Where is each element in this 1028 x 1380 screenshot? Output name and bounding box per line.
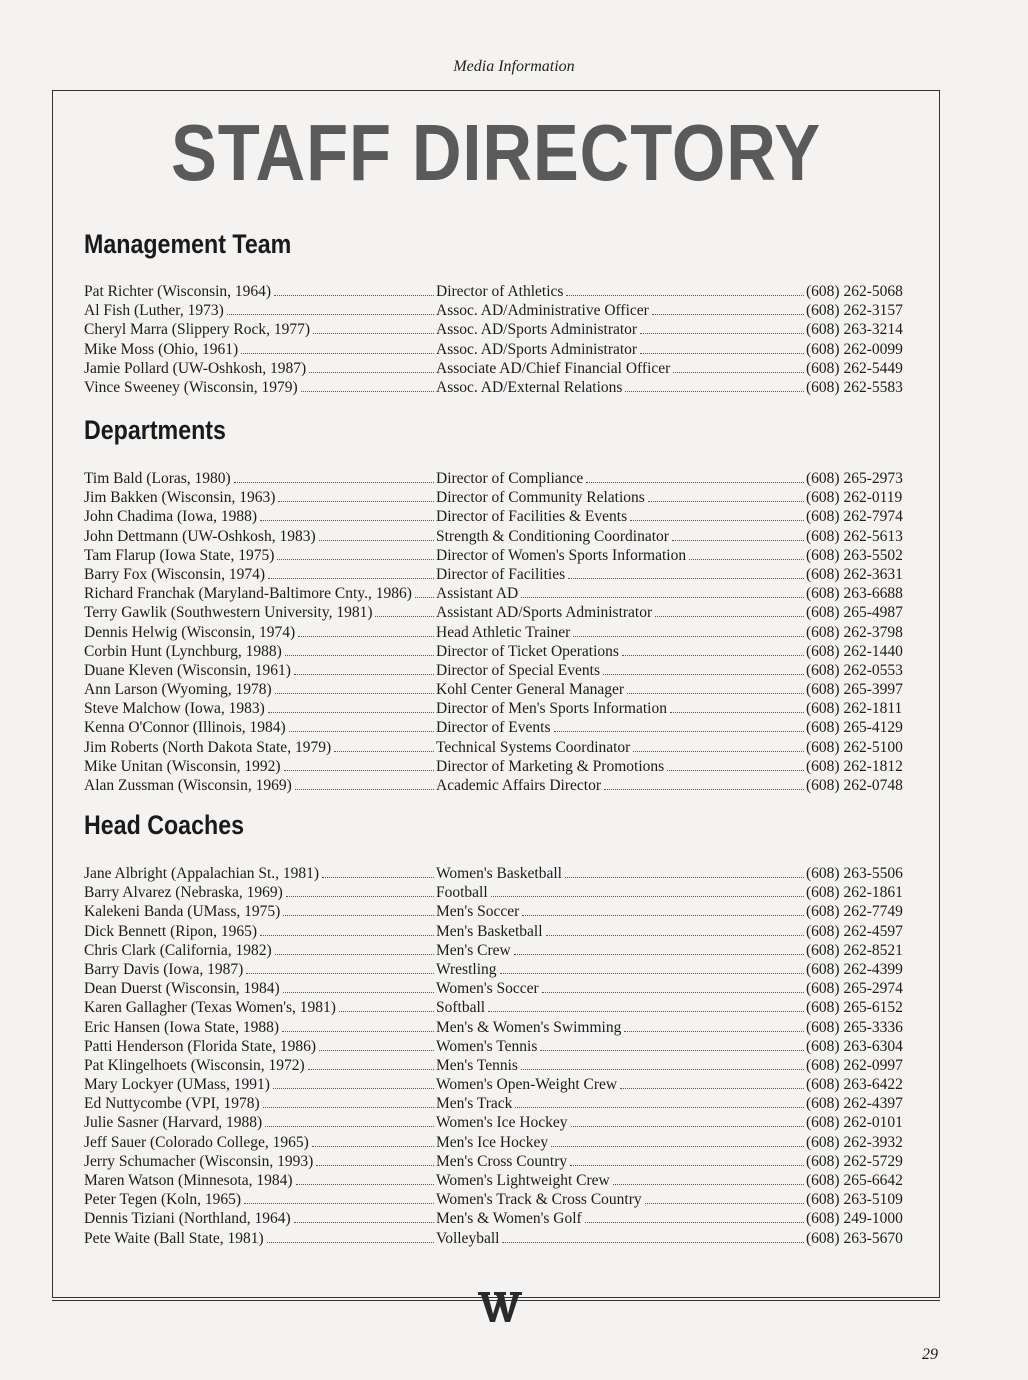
leader-dots — [275, 693, 434, 694]
section-management-team — [84, 227, 910, 397]
staff-title: Assoc. AD/External Relations — [436, 378, 623, 396]
staff-title: Softball — [436, 999, 486, 1017]
staff-phone: (608) 262-5613 — [806, 527, 903, 545]
staff-phone: (608) 262-3798 — [806, 623, 903, 641]
staff-phone: (608) 262-0997 — [806, 1056, 903, 1074]
leader-dots — [316, 1165, 434, 1166]
leader-dots — [244, 1203, 434, 1204]
leader-dots — [283, 992, 434, 993]
staff-phone: (608) 262-0553 — [806, 661, 903, 679]
leader-dots — [620, 1088, 804, 1089]
staff-title: Football — [436, 884, 488, 902]
staff-phone: (608) 262-1440 — [806, 642, 903, 660]
leader-dots — [284, 770, 434, 771]
leader-dots — [274, 295, 434, 296]
staff-title: Women's Tennis — [436, 1037, 538, 1055]
leader-dots — [640, 333, 804, 334]
leader-dots — [627, 693, 804, 694]
staff-name: Patti Henderson (Florida State, 1986) — [84, 1037, 317, 1055]
staff-phone: (608) 262-5100 — [806, 738, 903, 756]
leader-dots — [491, 896, 804, 897]
leader-dots — [630, 520, 804, 521]
staff-phone: (608) 262-1811 — [806, 700, 903, 718]
staff-phone: (608) 263-6688 — [806, 585, 903, 603]
leader-dots — [655, 616, 804, 617]
directory-row — [84, 1152, 910, 1171]
staff-name: Barry Davis (Iowa, 1987) — [84, 960, 244, 978]
directory-row — [84, 546, 910, 565]
staff-name: Corbin Hunt (Lynchburg, 1988) — [84, 642, 282, 660]
running-head: Media Information — [453, 58, 575, 75]
staff-phone: (608) 262-3157 — [806, 302, 903, 320]
leader-dots — [585, 1222, 804, 1223]
leader-dots — [667, 770, 804, 771]
leader-dots — [313, 333, 434, 334]
staff-title: Women's Soccer — [436, 980, 539, 998]
leader-dots — [319, 1050, 434, 1051]
directory-row — [84, 340, 910, 359]
staff-name: Mike Unitan (Wisconsin, 1992) — [84, 757, 281, 775]
staff-title: Men's Crew — [436, 941, 511, 959]
staff-phone: (608) 263-5109 — [806, 1191, 903, 1209]
staff-title: Associate AD/Chief Financial Officer — [436, 359, 671, 377]
leader-dots — [521, 597, 804, 598]
leader-dots — [502, 1242, 804, 1243]
leader-dots — [613, 1184, 804, 1185]
staff-title: Kohl Center General Manager — [436, 681, 625, 699]
directory-row — [84, 1133, 910, 1152]
staff-phone: (608) 263-5670 — [806, 1229, 903, 1247]
staff-name: Jerry Schumacher (Wisconsin, 1993) — [84, 1152, 314, 1170]
staff-name: Cheryl Marra (Slippery Rock, 1977) — [84, 321, 310, 339]
leader-dots — [309, 372, 434, 373]
staff-name: Peter Tegen (Koln, 1965) — [84, 1191, 242, 1209]
staff-title: Men's Soccer — [436, 903, 520, 921]
staff-title: Director of Facilities — [436, 565, 566, 583]
staff-title: Director of Ticket Operations — [436, 642, 619, 660]
staff-name: Tim Bald (Loras, 1980) — [84, 470, 231, 487]
leader-dots — [622, 655, 804, 656]
leader-dots — [296, 1184, 434, 1185]
leader-dots — [652, 314, 804, 315]
leader-dots — [375, 616, 434, 617]
staff-title: Director of Athletics — [436, 283, 564, 300]
leader-dots — [640, 353, 804, 354]
staff-title: Volleyball — [436, 1229, 500, 1247]
staff-phone: (608) 263-6422 — [806, 1076, 903, 1094]
leader-dots — [570, 1165, 804, 1166]
staff-phone: (608) 262-3631 — [806, 565, 903, 583]
directory-row — [84, 565, 910, 584]
staff-phone: (608) 262-0101 — [806, 1114, 903, 1132]
staff-title: Women's Track & Cross Country — [436, 1191, 642, 1209]
staff-name: Dean Duerst (Wisconsin, 1984) — [84, 980, 280, 998]
directory-row — [84, 922, 910, 941]
leader-dots — [282, 1031, 434, 1032]
section-heading: Departments — [84, 415, 226, 445]
leader-dots — [604, 789, 804, 790]
directory-row — [84, 699, 910, 718]
staff-name: Jim Roberts (North Dakota State, 1979) — [84, 738, 332, 756]
leader-dots — [277, 559, 434, 560]
leader-dots — [294, 674, 434, 675]
staff-name: Dick Bennett (Ripon, 1965) — [84, 922, 258, 940]
directory-list — [84, 469, 910, 795]
directory-row — [84, 642, 910, 661]
staff-name: Terry Gawlik (Southwestern University, 1981) — [84, 604, 373, 622]
leader-dots — [540, 1050, 804, 1051]
staff-phone: (608) 265-6152 — [806, 999, 903, 1017]
staff-name: Al Fish (Luther, 1973) — [84, 302, 224, 320]
staff-title: Men's Ice Hockey — [436, 1133, 549, 1151]
leader-dots — [673, 372, 804, 373]
staff-phone: (608) 265-3336 — [806, 1018, 903, 1036]
staff-title: Men's Track — [436, 1095, 513, 1113]
leader-dots — [568, 578, 804, 579]
staff-name: Richard Franchak (Maryland-Baltimore Cnty., 1986) — [84, 585, 412, 603]
leader-dots — [289, 731, 434, 732]
staff-name: Kenna O'Connor (Illinois, 1984) — [84, 719, 286, 737]
directory-list — [84, 864, 910, 1248]
leader-dots — [241, 353, 434, 354]
staff-phone: (608) 265-6642 — [806, 1172, 903, 1189]
staff-name: Pat Klingelhoets (Wisconsin, 1972) — [84, 1056, 305, 1074]
staff-phone: (608) 262-4397 — [806, 1095, 903, 1113]
leader-dots — [554, 731, 805, 732]
staff-title: Director of Events — [436, 719, 551, 737]
staff-name: Dennis Tiziani (Northland, 1964) — [84, 1210, 291, 1228]
w-logo-icon — [476, 1286, 524, 1326]
directory-row — [84, 979, 910, 998]
page-number: 29 — [922, 1346, 938, 1363]
leader-dots — [312, 1146, 434, 1147]
directory-row — [84, 1209, 910, 1228]
staff-title: Men's & Women's Golf — [436, 1210, 582, 1228]
staff-name: Barry Fox (Wisconsin, 1974) — [84, 565, 266, 583]
leader-dots — [283, 915, 434, 916]
leader-dots — [645, 1203, 804, 1204]
staff-phone: (608) 249-1000 — [806, 1210, 903, 1228]
section-heading: Head Coaches — [84, 810, 245, 840]
directory-row — [84, 998, 910, 1017]
leader-dots — [260, 520, 434, 521]
directory-row — [84, 661, 910, 680]
staff-name: Barry Alvarez (Nebraska, 1969) — [84, 884, 283, 902]
leader-dots — [267, 1242, 434, 1243]
staff-title: Women's Ice Hockey — [436, 1114, 568, 1132]
leader-dots — [275, 954, 434, 955]
leader-dots — [689, 559, 804, 560]
leader-dots — [295, 789, 434, 790]
staff-name: Kalekeni Banda (UMass, 1975) — [84, 903, 281, 921]
directory-row — [84, 757, 910, 776]
staff-name: Ann Larson (Wyoming, 1978) — [84, 681, 272, 699]
directory-row — [84, 1037, 910, 1056]
leader-dots — [672, 540, 804, 541]
directory-row — [84, 378, 910, 397]
leader-dots — [298, 636, 434, 637]
directory-row — [84, 1094, 910, 1113]
staff-title: Director of Facilities & Events — [436, 508, 628, 526]
leader-dots — [301, 391, 434, 392]
staff-title: Director of Women's Sports Information — [436, 546, 687, 564]
staff-name: Chris Clark (California, 1982) — [84, 941, 272, 959]
leader-dots — [546, 935, 804, 936]
staff-phone: (608) 262-5068 — [806, 283, 903, 300]
staff-title: Men's Basketball — [436, 922, 543, 940]
leader-dots — [488, 1011, 804, 1012]
leader-dots — [565, 877, 804, 878]
leader-dots — [268, 712, 434, 713]
directory-row — [84, 469, 910, 488]
leader-dots — [268, 578, 434, 579]
staff-title: Women's Lightweight Crew — [436, 1172, 610, 1189]
leader-dots — [500, 973, 804, 974]
staff-name: Eric Hansen (Iowa State, 1988) — [84, 1018, 279, 1036]
directory-row — [84, 1075, 910, 1094]
section-head-coaches — [84, 808, 910, 1248]
staff-phone: (608) 262-4399 — [806, 960, 903, 978]
staff-name: Duane Kleven (Wisconsin, 1961) — [84, 661, 291, 679]
leader-dots — [573, 636, 804, 637]
section-departments — [84, 413, 910, 795]
directory-row — [84, 359, 910, 378]
staff-phone: (608) 262-5449 — [806, 359, 903, 377]
staff-title: Assistant AD — [436, 585, 519, 603]
staff-title: Men's Cross Country — [436, 1152, 568, 1170]
leader-dots — [670, 712, 804, 713]
directory-row — [84, 776, 910, 795]
staff-phone: (608) 262-0748 — [806, 777, 903, 794]
staff-name: Ed Nuttycombe (VPI, 1978) — [84, 1095, 260, 1113]
directory-row — [84, 488, 910, 507]
staff-title: Director of Marketing & Promotions — [436, 757, 665, 775]
staff-title: Men's Tennis — [436, 1056, 518, 1074]
staff-name: Jim Bakken (Wisconsin, 1963) — [84, 489, 276, 507]
directory-row — [84, 1229, 910, 1248]
staff-name: Jeff Sauer (Colorado College, 1965) — [84, 1133, 309, 1151]
directory-row — [84, 282, 910, 301]
leader-dots — [334, 751, 434, 752]
staff-title: Assoc. AD/Sports Administrator — [436, 321, 638, 339]
directory-row — [84, 1171, 910, 1190]
section-heading: Management Team — [84, 229, 292, 259]
directory-row — [84, 883, 910, 902]
leader-dots — [625, 391, 804, 392]
leader-dots — [322, 877, 434, 878]
staff-name: Mary Lockyer (UMass, 1991) — [84, 1076, 270, 1094]
staff-phone: (608) 262-8521 — [806, 941, 903, 959]
staff-title: Wrestling — [436, 960, 497, 978]
staff-name: Karen Gallagher (Texas Women's, 1981) — [84, 999, 336, 1017]
staff-title: Assistant AD/Sports Administrator — [436, 604, 653, 622]
leader-dots — [522, 915, 804, 916]
directory-row — [84, 623, 910, 642]
staff-title: Technical Systems Coordinator — [436, 738, 631, 756]
directory-row — [84, 1056, 910, 1075]
leader-dots — [551, 1146, 804, 1147]
staff-name: Maren Watson (Minnesota, 1984) — [84, 1172, 293, 1189]
leader-dots — [624, 1031, 804, 1032]
staff-title: Strength & Conditioning Coordinator — [436, 527, 669, 545]
staff-name: Alan Zussman (Wisconsin, 1969) — [84, 777, 292, 794]
staff-name: John Dettmann (UW-Oshkosh, 1983) — [84, 527, 316, 545]
staff-title: Assoc. AD/Sports Administrator — [436, 340, 638, 358]
directory-row — [84, 320, 910, 339]
leader-dots — [603, 674, 804, 675]
staff-title: Director of Special Events — [436, 661, 600, 679]
staff-phone: (608) 265-2974 — [806, 980, 903, 998]
directory-row — [84, 584, 910, 603]
directory-row — [84, 864, 910, 883]
leader-dots — [415, 597, 434, 598]
staff-phone: (608) 262-0119 — [806, 489, 903, 507]
directory-row — [84, 680, 910, 699]
staff-phone: (608) 262-5729 — [806, 1152, 903, 1170]
staff-phone: (608) 262-1861 — [806, 884, 903, 902]
leader-dots — [263, 1107, 434, 1108]
directory-row — [84, 738, 910, 757]
leader-dots — [586, 482, 804, 483]
staff-phone: (608) 262-7974 — [806, 508, 903, 526]
staff-name: Tam Flarup (Iowa State, 1975) — [84, 546, 275, 564]
directory-row — [84, 1190, 910, 1209]
leader-dots — [273, 1088, 434, 1089]
leader-dots — [265, 1126, 434, 1127]
staff-name: Vince Sweeney (Wisconsin, 1979) — [84, 378, 298, 396]
staff-name: Pat Richter (Wisconsin, 1964) — [84, 283, 272, 300]
staff-phone: (608) 265-3997 — [806, 681, 903, 699]
directory-row — [84, 718, 910, 737]
staff-name: Pete Waite (Ball State, 1981) — [84, 1229, 264, 1247]
staff-name: Dennis Helwig (Wisconsin, 1974) — [84, 623, 296, 641]
directory-row — [84, 1113, 910, 1132]
staff-phone: (608) 262-7749 — [806, 903, 903, 921]
directory-row — [84, 301, 910, 320]
page-title: STAFF DIRECTORY — [171, 108, 821, 197]
staff-phone: (608) 263-3214 — [806, 321, 903, 339]
staff-title: Women's Basketball — [436, 865, 562, 882]
leader-dots — [571, 1126, 804, 1127]
leader-dots — [308, 1069, 434, 1070]
staff-phone: (608) 262-1812 — [806, 757, 903, 775]
staff-phone: (608) 265-4129 — [806, 719, 903, 737]
directory-row — [84, 902, 910, 921]
leader-dots — [234, 482, 434, 483]
staff-phone: (608) 262-5583 — [806, 378, 903, 396]
leader-dots — [246, 973, 434, 974]
staff-name: Steve Malchow (Iowa, 1983) — [84, 700, 265, 718]
leader-dots — [521, 1069, 804, 1070]
staff-phone: (608) 262-4597 — [806, 922, 903, 940]
staff-name: Julie Sasner (Harvard, 1988) — [84, 1114, 263, 1132]
staff-title: Women's Open-Weight Crew — [436, 1076, 618, 1094]
directory-row — [84, 960, 910, 979]
leader-dots — [339, 1011, 434, 1012]
leader-dots — [566, 295, 804, 296]
staff-title: Director of Compliance — [436, 470, 584, 487]
staff-phone: (608) 263-5502 — [806, 546, 903, 564]
leader-dots — [286, 896, 434, 897]
directory-row — [84, 603, 910, 622]
staff-title: Academic Affairs Director — [436, 777, 601, 794]
leader-dots — [319, 540, 434, 541]
directory-row — [84, 527, 910, 546]
leader-dots — [514, 954, 804, 955]
staff-phone: (608) 265-4987 — [806, 604, 903, 622]
directory-row — [84, 507, 910, 526]
leader-dots — [542, 992, 804, 993]
staff-phone: (608) 265-2973 — [806, 470, 903, 487]
staff-phone: (608) 263-5506 — [806, 865, 903, 882]
staff-title: Head Athletic Trainer — [436, 623, 571, 641]
staff-phone: (608) 262-3932 — [806, 1133, 903, 1151]
leader-dots — [294, 1222, 434, 1223]
directory-row — [84, 1018, 910, 1037]
staff-phone: (608) 263-6304 — [806, 1037, 903, 1055]
staff-title: Director of Community Relations — [436, 489, 645, 507]
directory-list — [84, 282, 910, 397]
leader-dots — [648, 501, 804, 502]
staff-title: Men's & Women's Swimming — [436, 1018, 622, 1036]
leader-dots — [278, 501, 434, 502]
directory-row — [84, 941, 910, 960]
leader-dots — [633, 751, 804, 752]
staff-title: Director of Men's Sports Information — [436, 700, 667, 718]
staff-phone: (608) 262-0099 — [806, 340, 903, 358]
leader-dots — [285, 655, 434, 656]
staff-name: Jamie Pollard (UW-Oshkosh, 1987) — [84, 359, 307, 377]
leader-dots — [227, 314, 434, 315]
leader-dots — [260, 935, 434, 936]
staff-name: John Chadima (Iowa, 1988) — [84, 508, 258, 526]
staff-name: Mike Moss (Ohio, 1961) — [84, 340, 239, 358]
leader-dots — [515, 1107, 804, 1108]
staff-name: Jane Albright (Appalachian St., 1981) — [84, 865, 320, 882]
staff-title: Assoc. AD/Administrative Officer — [436, 302, 649, 320]
